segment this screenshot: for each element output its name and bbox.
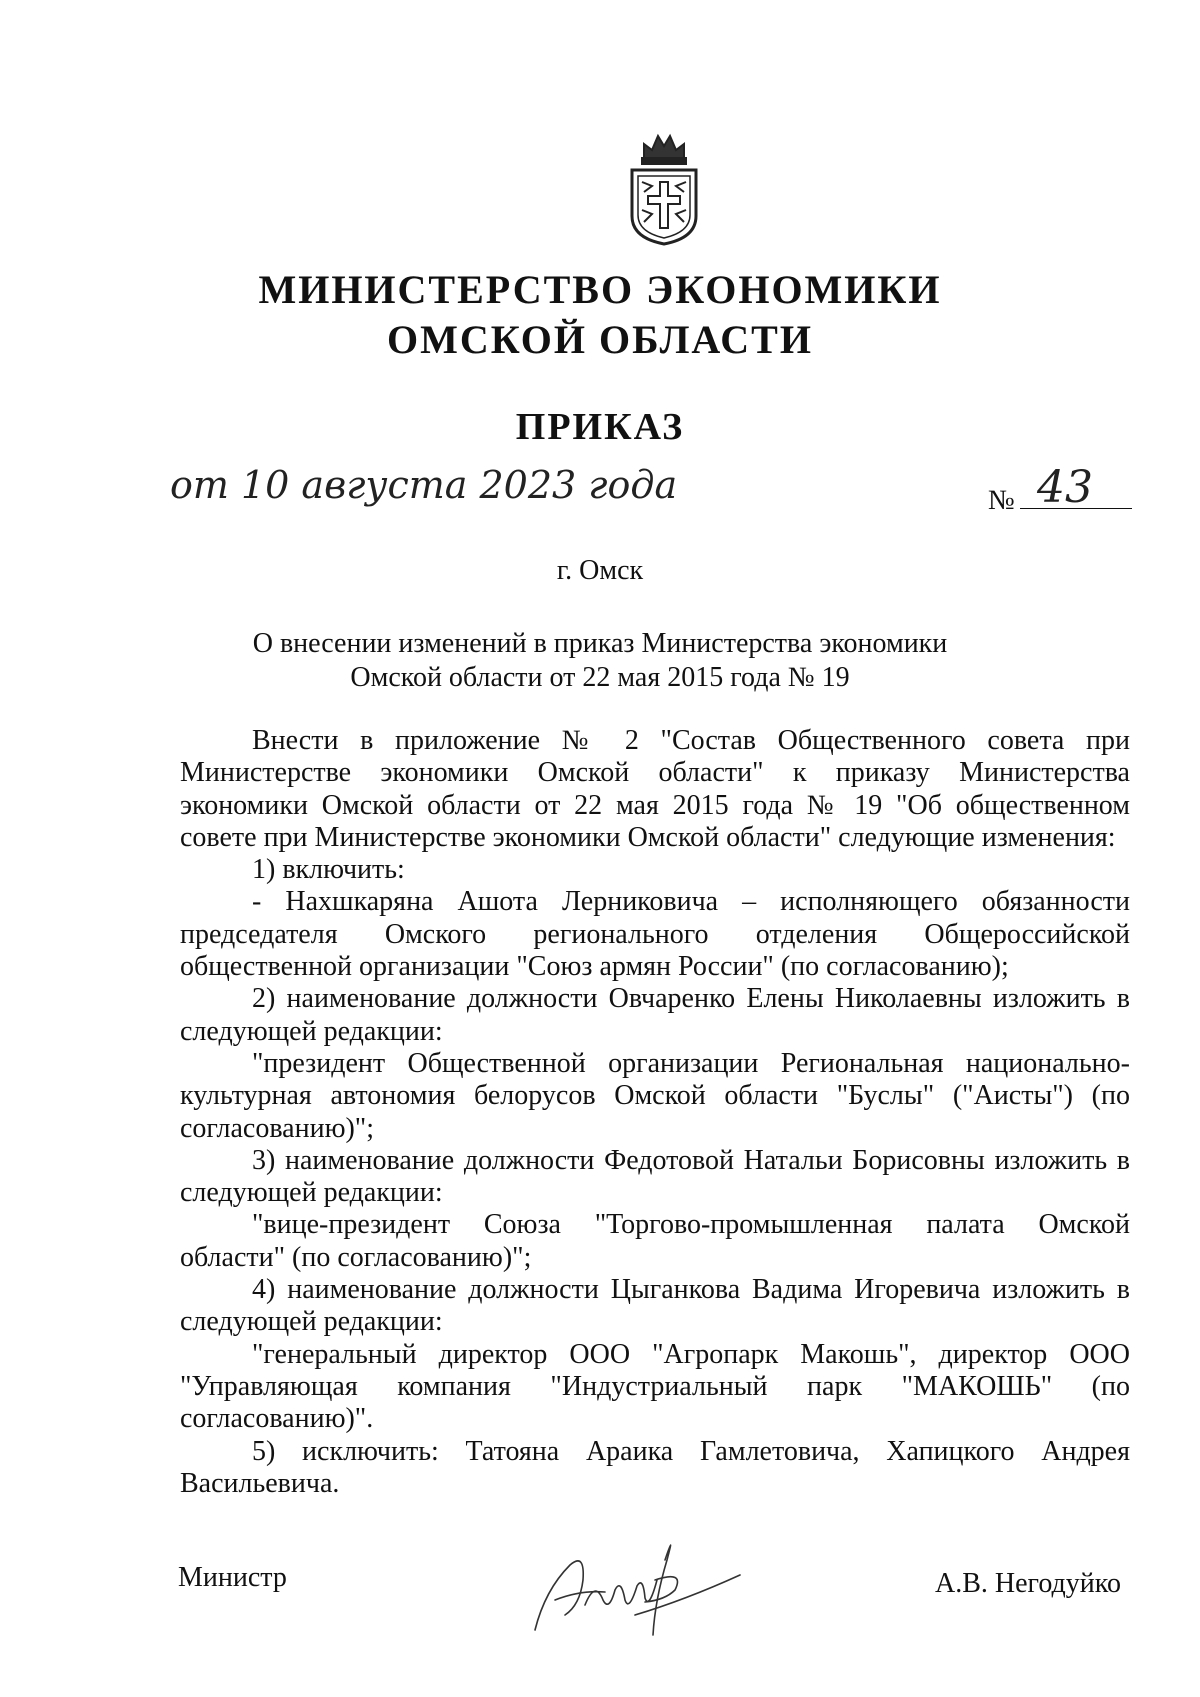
document-type-heading: ПРИКАЗ bbox=[515, 406, 685, 448]
subject-line2: Омской области от 22 мая 2015 года № 19 bbox=[350, 662, 850, 693]
body-paragraph: Внести в приложение № 2 "Состав Общественного совета при Министерстве экономики Омской области" к приказу Министерства экономики Омской области от 22 мая 2015 года № 19 "Об общественном совете при Министерстве экономики Омской области" следующие изменения: bbox=[180, 725, 1130, 853]
body-paragraph: "президент Общественной организации Региональная национально-культурная автономия белорусов Омской области "Буслы" ("Аисты") (по согласованию)"; bbox=[180, 1047, 1130, 1144]
ministry-title-line1: МИНИСТЕРСТВО ЭКОНОМИКИ bbox=[258, 267, 942, 312]
city-line: г. Омск bbox=[556, 555, 644, 586]
number-label: № bbox=[988, 485, 1015, 516]
body-paragraph: 2) наименование должности Овчаренко Елены Николаевны изложить в следующей редакции: bbox=[180, 983, 1130, 1047]
body-paragraph: - Нахшкаряна Ашота Лерниковича – исполняющего обязанности председателя Омского регионального отделения Общероссийской общественной организации "Союз армян России" (по согласованию); bbox=[180, 886, 1130, 983]
body-paragraph: 4) наименование должности Цыганкова Вадима Игоревича изложить в следующей редакции: bbox=[180, 1274, 1130, 1338]
subject-line1: О внесении изменений в приказ Министерства экономики bbox=[252, 628, 948, 659]
handwritten-signature bbox=[525, 1520, 755, 1640]
body-paragraph: "генеральный директор ООО "Агропарк Макошь", директор ООО "Управляющая компания "Индустриальный парк "МАКОШЬ" (по согласованию)". bbox=[180, 1338, 1130, 1435]
body-paragraph: 3) наименование должности Федотовой Натальи Борисовны изложить в следующей редакции: bbox=[180, 1144, 1130, 1209]
signatory-position: Министр bbox=[178, 1562, 287, 1593]
order-body bbox=[180, 725, 1130, 1500]
handwritten-date: от 10 августа 2023 года bbox=[170, 463, 678, 507]
signatory-name: А.В. Негодуйко bbox=[935, 1568, 1121, 1599]
body-paragraph: "вице-президент Союза "Торгово-промышленная палата Омской области" (по согласованию)"; bbox=[180, 1209, 1130, 1273]
ministry-title-line2: ОМСКОЙ ОБЛАСТИ bbox=[387, 317, 813, 362]
body-paragraph: 5) исключить: Татояна Араика Гамлетовича, Хапицкого Андрея Васильевича. bbox=[180, 1435, 1130, 1499]
order-subject bbox=[0, 627, 1200, 695]
handwritten-number: 43 bbox=[1037, 462, 1093, 513]
body-paragraph: 1) включить: bbox=[252, 854, 405, 886]
coat-of-arms-emblem bbox=[622, 130, 706, 248]
